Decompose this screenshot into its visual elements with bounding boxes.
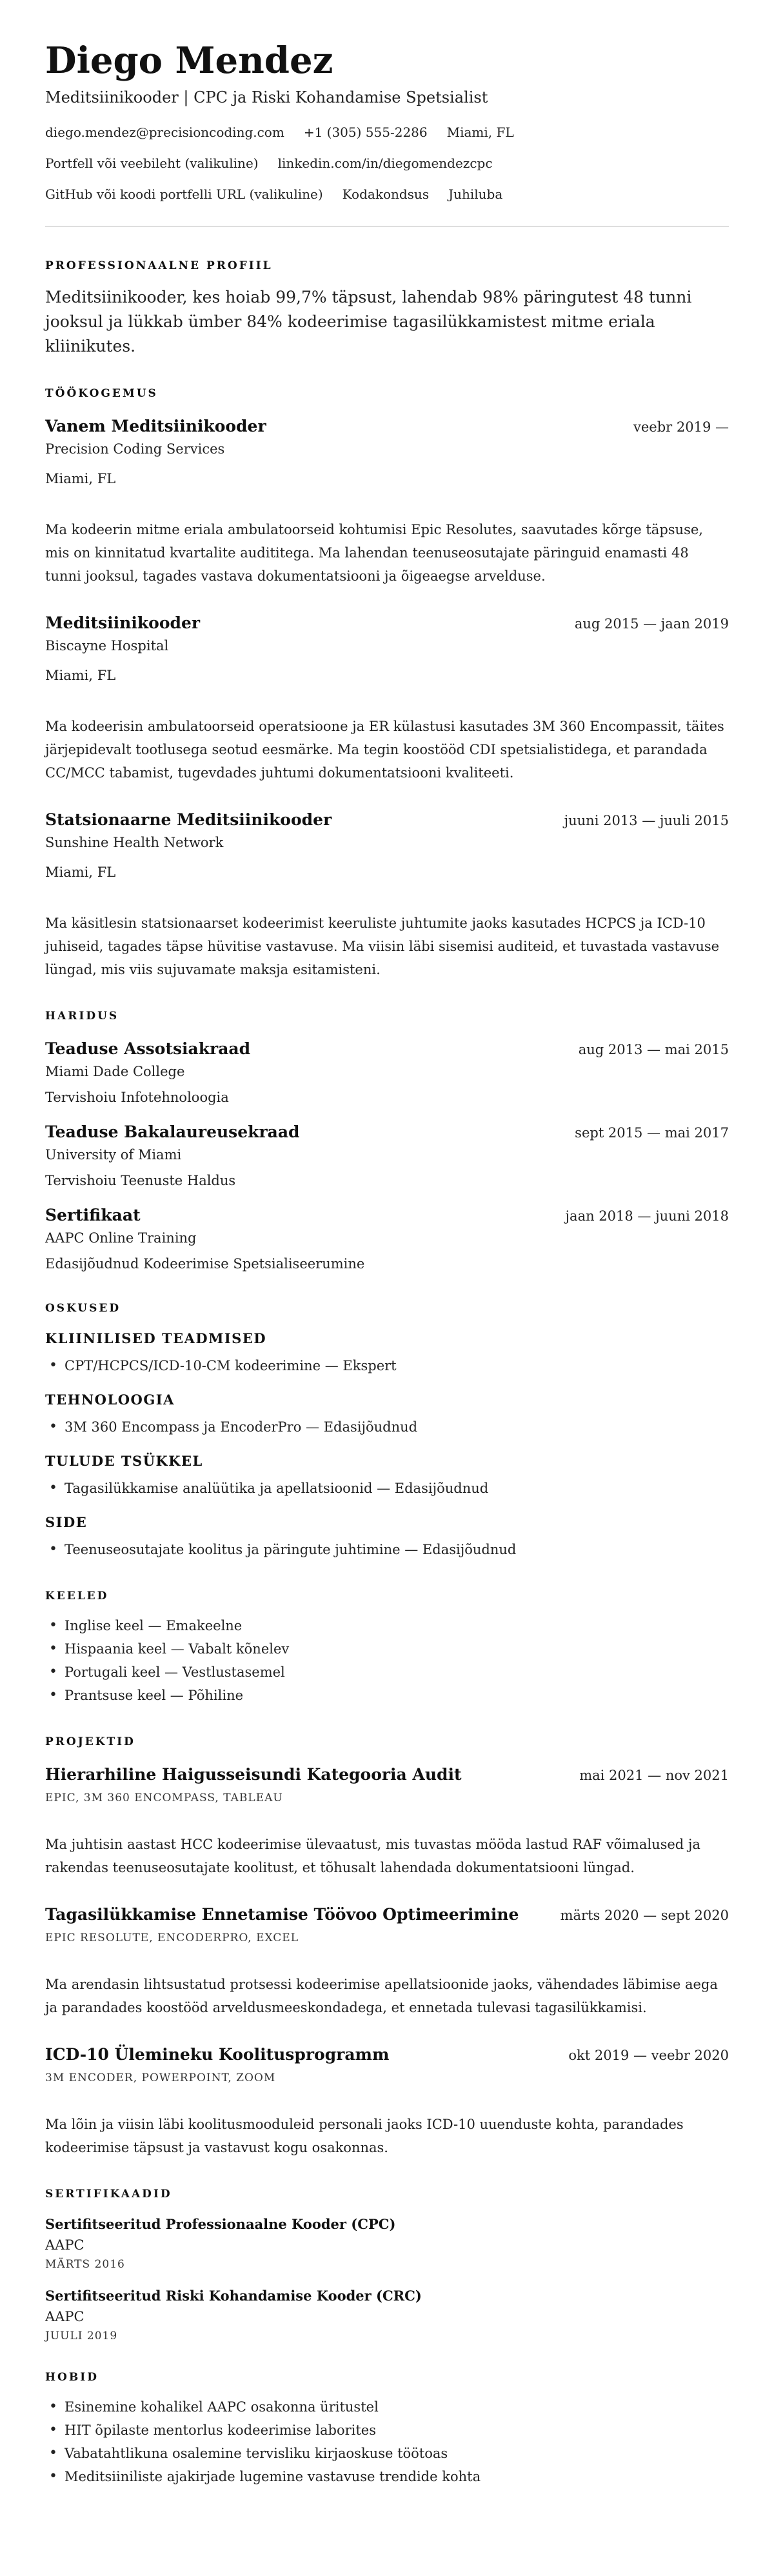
contact-row-extra — [45, 185, 729, 204]
degree-title: Sertifikaat — [45, 1206, 141, 1224]
hobbies-section — [45, 2371, 729, 2488]
languages-section — [45, 1590, 729, 1707]
candidate-headline: Meditsiinikooder | CPC ja Riski Kohandamise Spetsialist — [45, 88, 488, 106]
job-company: Biscayne Hospital — [45, 638, 169, 654]
project-date: märts 2020 — sept 2020 — [560, 1908, 729, 1923]
skill-item: • Tagasilükkamise analüütika ja apellatsioonid — Edasijõudnud — [45, 1477, 729, 1500]
skill-group — [45, 1514, 729, 1561]
certification-issuer: AAPC — [45, 2237, 84, 2253]
skill-item: • Teenuseosutajate koolitus ja päringute juhtimine — Edasijõudnud — [45, 1538, 729, 1561]
project-name: Tagasilükkamise Ennetamise Töövoo Optimeerimine — [45, 1905, 519, 1924]
experience-entry — [45, 614, 729, 784]
job-description: Ma kodeerin mitme eriala ambulatoorseid kohtumisi Epic Resolutes, saavutades kõrge täpsuse, mis on kinnitatud kvartalite audititega. Ma lahendan teenuseosutajate päringuid enamasti 48 tunni jooksul, tagades vastava dokumentatsiooni ja õigeaegse arvelduse. — [45, 522, 703, 584]
hobby-item: • Esinemine kohalikel AAPC osakonna üritustel — [45, 2395, 729, 2419]
certification-entry — [45, 2288, 729, 2342]
certifications-heading: SERTIFIKAADID — [45, 2188, 172, 2201]
job-location: Miami, FL — [45, 471, 116, 486]
job-title: Vanem Meditsiinikooder — [45, 417, 266, 435]
experience-heading: TÖÖKOGEMUS — [45, 387, 158, 400]
project-name: ICD-10 Ülemineku Koolitusprogramm — [45, 2045, 390, 2064]
project-description: Ma arendasin lihtsustatud protsessi kodeerimise apellatsioonide jaoks, vähendades läbimise aega ja parandades koostööd arveldusmeeskondadega, et ennetada tulevasi tagasilükkamisi. — [45, 1977, 718, 2015]
job-company: Sunshine Health Network — [45, 835, 224, 850]
contact-driving-license: Juhiluba — [448, 186, 503, 202]
contact-linkedin[interactable]: linkedin.com/in/diegomendezcpc — [277, 155, 493, 171]
language-item: • Hispaania keel — Vabalt kõnelev — [45, 1637, 729, 1661]
study-field: Tervishoiu Infotehnoloogia — [45, 1090, 229, 1105]
project-description: Ma juhtisin aastast HCC kodeerimise ülevaatust, mis tuvastas mööda lastud RAF võimalused ja rakendas teenuseosutajate koolitust, et tõhusalt lahendada dokumentatsiooni lüngad. — [45, 1837, 700, 1875]
projects-section — [45, 1735, 729, 2159]
hobby-list — [45, 2395, 729, 2488]
project-entry — [45, 1905, 729, 2019]
contact-citizenship: Kodakondsus — [342, 186, 430, 202]
education-entry — [45, 1123, 729, 1190]
education-section — [45, 1010, 729, 1273]
job-location: Miami, FL — [45, 668, 116, 683]
school-name: Miami Dade College — [45, 1064, 185, 1079]
skill-category: KLIINILISED TEADMISED — [45, 1330, 267, 1346]
language-item: • Prantsuse keel — Põhiline — [45, 1684, 729, 1707]
hobby-item: • Meditsiiniliste ajakirjade lugemine vastavuse trendide kohta — [45, 2465, 729, 2488]
degree-title: Teaduse Bakalaureusekraad — [45, 1123, 300, 1141]
hobby-item: • Vabatahtlikuna osalemine tervisliku kirjaoskuse töötoas — [45, 2442, 729, 2465]
project-name: Hierarhiline Haigusseisundi Kategooria Audit — [45, 1765, 462, 1784]
degree-date: jaan 2018 — juuni 2018 — [565, 1208, 729, 1224]
job-title: Meditsiinikooder — [45, 614, 201, 632]
skill-category: TULUDE TSÜKKEL — [45, 1453, 203, 1469]
degree-title: Teaduse Assotsiakraad — [45, 1039, 251, 1058]
profile-heading: PROFESSIONAALNE PROFIIL — [45, 259, 273, 272]
school-name: AAPC Online Training — [45, 1230, 197, 1246]
skill-group — [45, 1330, 729, 1377]
project-date: okt 2019 — veebr 2020 — [568, 2048, 729, 2063]
contact-github[interactable]: GitHub või koodi portfelli URL (valikuline) — [45, 186, 323, 202]
education-heading: HARIDUS — [45, 1010, 119, 1023]
skill-list — [45, 1354, 729, 1377]
skill-item: • CPT/HCPCS/ICD-10-CM kodeerimine — Ekspert — [45, 1354, 729, 1377]
certifications-section — [45, 2188, 729, 2342]
job-location: Miami, FL — [45, 864, 116, 880]
project-description: Ma lõin ja viisin läbi koolitusmooduleid personali jaoks ICD-10 uuenduste kohta, parandades kodeerimise täpsust ja vastavust kogu osakonnas. — [45, 2117, 684, 2155]
job-date: aug 2015 — jaan 2019 — [574, 616, 729, 632]
job-description: Ma käsitlesin statsionaarset kodeerimist keeruliste juhtumite jaoks kasutades HCPCS ja ICD-10 juhiseid, tagades täpse hüvitise vastavuse. Ma viisin läbi sisemisi auditeid, et tuvastada vastavuse lüngad, mis viis sujuvamate maksja esitamisteni. — [45, 915, 720, 977]
contact-row-primary — [45, 123, 729, 142]
profile-section — [45, 259, 729, 359]
project-tech: EPIC, 3M 360 ENCOMPASS, TABLEAU — [45, 1792, 283, 1804]
job-title: Statsionaarne Meditsiinikooder — [45, 810, 332, 829]
language-list — [45, 1614, 729, 1707]
experience-section — [45, 387, 729, 981]
contact-location: Miami, FL — [446, 125, 514, 140]
job-company: Precision Coding Services — [45, 441, 225, 457]
job-description: Ma kodeerisin ambulatoorseid operatsioone ja ER külastusi kasutades 3M 360 Encompassit, täites järjepidevalt tootlusega seotud eesmärke. Ma tegin koostööd CDI spetsialistidega, et parandada CC/MCC tabamist, tugevdades juhtumi dokumentatsiooni kvaliteeti. — [45, 719, 724, 781]
skills-section — [45, 1302, 729, 1561]
skill-list — [45, 1415, 729, 1439]
project-tech: EPIC RESOLUTE, ENCODERPRO, EXCEL — [45, 1932, 299, 1944]
school-name: University of Miami — [45, 1147, 182, 1163]
language-item: • Portugali keel — Vestlustasemel — [45, 1661, 729, 1684]
project-date: mai 2021 — nov 2021 — [579, 1768, 729, 1783]
certification-name: Sertifitseeritud Professionaalne Kooder (CPC) — [45, 2216, 396, 2232]
degree-date: sept 2015 — mai 2017 — [575, 1125, 729, 1141]
header-divider — [45, 226, 729, 227]
language-item: • Inglise keel — Emakeelne — [45, 1614, 729, 1637]
contact-email[interactable]: diego.mendez@precisioncoding.com — [45, 125, 284, 140]
contact-portfolio[interactable]: Portfell või veebileht (valikuline) — [45, 155, 259, 171]
skill-group — [45, 1453, 729, 1500]
job-date: veebr 2019 — — [633, 419, 729, 435]
languages-heading: KEELED — [45, 1590, 109, 1603]
candidate-name: Diego Mendez — [45, 39, 333, 82]
skill-list — [45, 1477, 729, 1500]
degree-date: aug 2013 — mai 2015 — [578, 1042, 729, 1057]
profile-summary: Meditsiinikooder, kes hoiab 99,7% täpsust, lahendab 98% päringutest 48 tunni jooksul ja lükkab ümber 84% kodeerimise tagasilükkamistest mitme eriala kliinikutes. — [45, 288, 692, 355]
study-field: Edasijõudnud Kodeerimise Spetsialiseerumine — [45, 1256, 365, 1272]
project-entry — [45, 2045, 729, 2159]
resume-header — [45, 37, 729, 204]
job-date: juuni 2013 — juuli 2015 — [564, 813, 729, 828]
education-entry — [45, 1206, 729, 1273]
project-tech: 3M ENCODER, POWERPOINT, ZOOM — [45, 2072, 276, 2084]
study-field: Tervishoiu Teenuste Haldus — [45, 1173, 236, 1188]
project-entry — [45, 1765, 729, 1879]
contact-row-links — [45, 154, 729, 173]
projects-heading: PROJEKTID — [45, 1735, 135, 1748]
certification-entry — [45, 2216, 729, 2271]
skill-list — [45, 1538, 729, 1561]
contact-phone[interactable]: +1 (305) 555-2286 — [303, 125, 428, 140]
certification-issuer: AAPC — [45, 2309, 84, 2324]
hobby-item: • HIT õpilaste mentorlus kodeerimise laborites — [45, 2419, 729, 2442]
skills-heading: OSKUSED — [45, 1302, 121, 1315]
skill-group — [45, 1392, 729, 1439]
skill-item: • 3M 360 Encompass ja EncoderPro — Edasijõudnud — [45, 1415, 729, 1439]
education-entry — [45, 1039, 729, 1107]
experience-entry — [45, 417, 729, 588]
skill-category: TEHNOLOOGIA — [45, 1392, 175, 1408]
hobbies-heading: HOBID — [45, 2371, 99, 2384]
certification-name: Sertifitseeritud Riski Kohandamise Kooder (CRC) — [45, 2288, 422, 2304]
certification-date: MÄRTS 2016 — [45, 2258, 125, 2271]
certification-date: JUULI 2019 — [45, 2330, 118, 2342]
experience-entry — [45, 810, 729, 981]
skill-category: SIDE — [45, 1514, 88, 1530]
